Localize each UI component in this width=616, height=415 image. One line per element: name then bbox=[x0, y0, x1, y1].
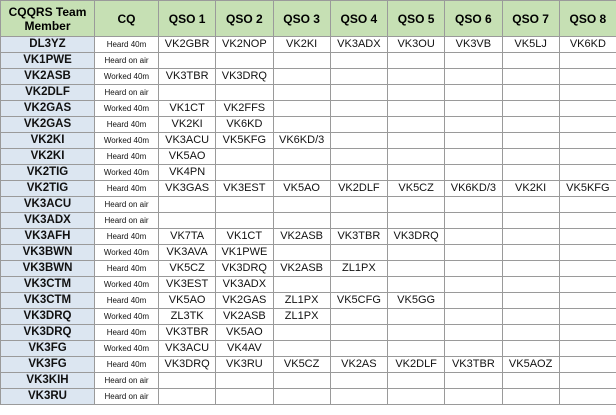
member-callsign-cell: VK3DRQ bbox=[1, 325, 95, 341]
qso-cell bbox=[330, 213, 387, 229]
column-header-qso-5: QSO 5 bbox=[388, 1, 445, 37]
qso-cell: VK2FFS bbox=[216, 101, 273, 117]
qso-cell bbox=[559, 69, 616, 85]
qso-cell bbox=[216, 149, 273, 165]
qso-cell: ZL1PX bbox=[273, 309, 330, 325]
qso-cell: VK3TBR bbox=[159, 69, 216, 85]
member-callsign-cell: VK3DRQ bbox=[1, 309, 95, 325]
table-row bbox=[1, 245, 616, 261]
qso-cell bbox=[502, 309, 559, 325]
cq-status-cell: Heard on air bbox=[95, 213, 159, 229]
qso-cell bbox=[445, 229, 502, 245]
qso-cell: VK3EST bbox=[159, 277, 216, 293]
qso-cell bbox=[216, 389, 273, 405]
qso-cell bbox=[559, 165, 616, 181]
qso-cell bbox=[445, 309, 502, 325]
qso-cell: VK3TBR bbox=[159, 325, 216, 341]
qso-cell bbox=[502, 389, 559, 405]
qso-cell bbox=[502, 149, 559, 165]
qso-cell bbox=[559, 261, 616, 277]
qso-cell: VK1CT bbox=[216, 229, 273, 245]
cq-status-cell: Heard on air bbox=[95, 197, 159, 213]
member-callsign-cell: VK2ASB bbox=[1, 69, 95, 85]
member-callsign-cell: VK2KI bbox=[1, 133, 95, 149]
qso-cell bbox=[273, 197, 330, 213]
qso-cell bbox=[330, 165, 387, 181]
cq-status-cell: Worked 40m bbox=[95, 309, 159, 325]
column-header-qso-3: QSO 3 bbox=[273, 1, 330, 37]
qso-cell bbox=[273, 373, 330, 389]
member-callsign-cell: VK2TIG bbox=[1, 181, 95, 197]
qso-cell bbox=[559, 389, 616, 405]
qso-cell bbox=[445, 389, 502, 405]
table-body bbox=[1, 37, 616, 405]
qso-cell bbox=[388, 341, 445, 357]
qso-cell: VK4PN bbox=[159, 165, 216, 181]
qso-cell: VK5AO bbox=[159, 293, 216, 309]
qso-cell: VK2GAS bbox=[216, 293, 273, 309]
qso-cell bbox=[273, 341, 330, 357]
qso-cell bbox=[273, 149, 330, 165]
column-header-qso-2: QSO 2 bbox=[216, 1, 273, 37]
qso-cell bbox=[502, 117, 559, 133]
qso-cell bbox=[445, 213, 502, 229]
qso-cell bbox=[273, 213, 330, 229]
member-callsign-cell: VK2GAS bbox=[1, 101, 95, 117]
table-row bbox=[1, 85, 616, 101]
cq-status-cell: Worked 40m bbox=[95, 277, 159, 293]
member-callsign-cell: VK3FG bbox=[1, 357, 95, 373]
qso-cell bbox=[330, 373, 387, 389]
qso-cell bbox=[330, 277, 387, 293]
qso-cell bbox=[330, 341, 387, 357]
column-header-qso-6: QSO 6 bbox=[445, 1, 502, 37]
qso-cell: VK7TA bbox=[159, 229, 216, 245]
table-row bbox=[1, 325, 616, 341]
cq-status-cell: Worked 40m bbox=[95, 101, 159, 117]
table-row bbox=[1, 37, 616, 53]
qso-cell bbox=[388, 389, 445, 405]
column-header-cq: CQ bbox=[95, 1, 159, 37]
qso-cell bbox=[273, 165, 330, 181]
cq-status-cell: Heard 40m bbox=[95, 181, 159, 197]
member-callsign-cell: VK3RU bbox=[1, 389, 95, 405]
qso-cell bbox=[388, 213, 445, 229]
column-header-qso-7: QSO 7 bbox=[502, 1, 559, 37]
qso-cell: VK1PWE bbox=[216, 245, 273, 261]
qso-cell bbox=[559, 133, 616, 149]
member-callsign-cell: VK3BWN bbox=[1, 245, 95, 261]
table-row bbox=[1, 357, 616, 373]
qso-cell bbox=[502, 133, 559, 149]
qso-cell bbox=[330, 325, 387, 341]
qso-cell: VK3ADX bbox=[330, 37, 387, 53]
cq-status-cell: Worked 40m bbox=[95, 69, 159, 85]
qso-cell bbox=[559, 357, 616, 373]
qso-cell bbox=[159, 389, 216, 405]
qso-cell bbox=[216, 53, 273, 69]
qso-cell bbox=[388, 165, 445, 181]
member-callsign-cell: VK3KIH bbox=[1, 373, 95, 389]
qso-cell bbox=[159, 53, 216, 69]
qso-cell bbox=[502, 325, 559, 341]
qso-cell: VK3GAS bbox=[159, 181, 216, 197]
qso-cell bbox=[388, 53, 445, 69]
cq-status-cell: Worked 40m bbox=[95, 133, 159, 149]
cq-status-cell: Heard 40m bbox=[95, 37, 159, 53]
qso-cell: VK5KFG bbox=[216, 133, 273, 149]
qso-cell bbox=[388, 245, 445, 261]
qso-cell bbox=[159, 197, 216, 213]
qso-cell bbox=[273, 53, 330, 69]
member-callsign-cell: VK3AFH bbox=[1, 229, 95, 245]
member-callsign-cell: VK1PWE bbox=[1, 53, 95, 69]
qso-cell bbox=[502, 69, 559, 85]
qso-cell bbox=[388, 133, 445, 149]
qso-cell bbox=[273, 245, 330, 261]
qso-cell bbox=[559, 277, 616, 293]
table-row bbox=[1, 181, 616, 197]
qso-cell bbox=[502, 165, 559, 181]
qso-cell bbox=[559, 309, 616, 325]
qso-cell: VK2ASB bbox=[273, 229, 330, 245]
qso-cell: VK3DRQ bbox=[216, 261, 273, 277]
qso-cell: VK3ACU bbox=[159, 133, 216, 149]
qso-cell bbox=[502, 85, 559, 101]
qso-cell bbox=[502, 373, 559, 389]
table-header bbox=[1, 1, 616, 37]
qso-cell: ZL3TK bbox=[159, 309, 216, 325]
qso-cell bbox=[559, 293, 616, 309]
qso-cell bbox=[273, 389, 330, 405]
qso-cell bbox=[559, 117, 616, 133]
qso-cell bbox=[330, 53, 387, 69]
qso-cell bbox=[388, 261, 445, 277]
qso-cell: VK3OU bbox=[388, 37, 445, 53]
cq-status-cell: Worked 40m bbox=[95, 165, 159, 181]
qso-cell: VK1CT bbox=[159, 101, 216, 117]
qso-cell bbox=[388, 277, 445, 293]
qso-cell bbox=[502, 277, 559, 293]
qso-cell: VK5CFG bbox=[330, 293, 387, 309]
table-row bbox=[1, 165, 616, 181]
table-row bbox=[1, 261, 616, 277]
qso-cell: VK5AOZ bbox=[502, 357, 559, 373]
qso-cell bbox=[388, 309, 445, 325]
qso-cell bbox=[330, 101, 387, 117]
cq-status-cell: Heard 40m bbox=[95, 117, 159, 133]
qso-cell bbox=[502, 293, 559, 309]
member-callsign-cell: VK3ADX bbox=[1, 213, 95, 229]
qso-cell: VK5CZ bbox=[388, 181, 445, 197]
qso-cell: VK3TBR bbox=[330, 229, 387, 245]
member-callsign-cell: VK3ACU bbox=[1, 197, 95, 213]
cq-status-cell: Heard 40m bbox=[95, 357, 159, 373]
qso-cell bbox=[502, 341, 559, 357]
qso-cell bbox=[388, 117, 445, 133]
qso-cell: VK3AVA bbox=[159, 245, 216, 261]
qso-cell: VK5CZ bbox=[273, 357, 330, 373]
cq-status-cell: Heard on air bbox=[95, 373, 159, 389]
qso-cell: VK3DRQ bbox=[388, 229, 445, 245]
qso-cell bbox=[502, 261, 559, 277]
qso-cell bbox=[559, 373, 616, 389]
qso-cell: VK4AV bbox=[216, 341, 273, 357]
header-row bbox=[1, 1, 616, 37]
qso-cell bbox=[502, 229, 559, 245]
qso-cell bbox=[445, 85, 502, 101]
qso-cell bbox=[330, 245, 387, 261]
qso-cell: VK2DLF bbox=[330, 181, 387, 197]
table-row bbox=[1, 213, 616, 229]
table-row bbox=[1, 373, 616, 389]
qso-cell: VK6KD bbox=[559, 37, 616, 53]
qso-cell: VK2KI bbox=[273, 37, 330, 53]
qso-cell: VK3TBR bbox=[445, 357, 502, 373]
qso-cell bbox=[388, 69, 445, 85]
cq-status-cell: Worked 40m bbox=[95, 245, 159, 261]
qso-cell bbox=[273, 117, 330, 133]
table-row bbox=[1, 53, 616, 69]
qso-cell bbox=[445, 149, 502, 165]
member-callsign-cell: VK3BWN bbox=[1, 261, 95, 277]
qso-cell: VK6KD/3 bbox=[445, 181, 502, 197]
member-callsign-cell: VK3CTM bbox=[1, 293, 95, 309]
qso-cell bbox=[502, 213, 559, 229]
qso-cell bbox=[445, 373, 502, 389]
qso-cell: ZL1PX bbox=[273, 293, 330, 309]
qso-cell: VK2KI bbox=[159, 117, 216, 133]
qso-cell bbox=[330, 117, 387, 133]
column-header-qso-4: QSO 4 bbox=[330, 1, 387, 37]
qso-cell: VK2ASB bbox=[273, 261, 330, 277]
qso-cell bbox=[273, 69, 330, 85]
qso-cell: VK2KI bbox=[502, 181, 559, 197]
member-callsign-cell: VK2TIG bbox=[1, 165, 95, 181]
member-callsign-cell: VK3FG bbox=[1, 341, 95, 357]
qso-cell bbox=[559, 229, 616, 245]
qso-cell bbox=[502, 197, 559, 213]
qso-cell bbox=[445, 53, 502, 69]
qso-cell bbox=[445, 293, 502, 309]
column-header-qso-8: QSO 8 bbox=[559, 1, 616, 37]
qso-cell bbox=[559, 341, 616, 357]
qso-cell: ZL1PX bbox=[330, 261, 387, 277]
qso-cell bbox=[502, 53, 559, 69]
qso-cell bbox=[273, 85, 330, 101]
qso-cell bbox=[559, 325, 616, 341]
qso-cell: VK5CZ bbox=[159, 261, 216, 277]
qso-cell: VK2NOP bbox=[216, 37, 273, 53]
cq-status-cell: Heard on air bbox=[95, 53, 159, 69]
qso-cell: VK3DRQ bbox=[159, 357, 216, 373]
table-row bbox=[1, 389, 616, 405]
table-row bbox=[1, 101, 616, 117]
qso-cell bbox=[330, 197, 387, 213]
qso-cell bbox=[445, 277, 502, 293]
cq-status-cell: Heard 40m bbox=[95, 293, 159, 309]
table-row bbox=[1, 277, 616, 293]
qso-cell bbox=[445, 117, 502, 133]
qso-cell bbox=[330, 85, 387, 101]
qso-cell bbox=[445, 69, 502, 85]
qso-cell bbox=[559, 213, 616, 229]
table-row bbox=[1, 341, 616, 357]
qso-cell: VK5AO bbox=[159, 149, 216, 165]
qso-cell bbox=[388, 197, 445, 213]
qso-cell bbox=[559, 53, 616, 69]
qso-cell bbox=[502, 101, 559, 117]
qso-cell: VK3VB bbox=[445, 37, 502, 53]
qso-cell bbox=[273, 277, 330, 293]
column-header-qso-1: QSO 1 bbox=[159, 1, 216, 37]
table-row bbox=[1, 149, 616, 165]
qso-cell bbox=[388, 101, 445, 117]
qso-cell bbox=[445, 245, 502, 261]
table-row bbox=[1, 229, 616, 245]
member-callsign-cell: VK2DLF bbox=[1, 85, 95, 101]
qso-cell: VK2DLF bbox=[388, 357, 445, 373]
table-row bbox=[1, 293, 616, 309]
qso-cell: VK6KD bbox=[216, 117, 273, 133]
qso-cell bbox=[559, 245, 616, 261]
qso-cell: VK5KFG bbox=[559, 181, 616, 197]
cq-status-cell: Heard 40m bbox=[95, 261, 159, 277]
member-callsign-cell: VK2KI bbox=[1, 149, 95, 165]
cq-status-cell: Heard 40m bbox=[95, 149, 159, 165]
qso-cell bbox=[559, 197, 616, 213]
table-row bbox=[1, 117, 616, 133]
qso-cell bbox=[216, 165, 273, 181]
member-callsign-cell: VK3CTM bbox=[1, 277, 95, 293]
qso-cell bbox=[445, 133, 502, 149]
cq-status-cell: Heard on air bbox=[95, 85, 159, 101]
qso-cell bbox=[559, 85, 616, 101]
qso-cell bbox=[330, 309, 387, 325]
qso-cell bbox=[330, 389, 387, 405]
member-callsign-cell: VK2GAS bbox=[1, 117, 95, 133]
cq-status-cell: Heard on air bbox=[95, 389, 159, 405]
cq-status-cell: Heard 40m bbox=[95, 229, 159, 245]
qso-cell: VK3ADX bbox=[216, 277, 273, 293]
qso-cell bbox=[445, 261, 502, 277]
column-header-member: CQQRS Team Member bbox=[1, 1, 95, 37]
member-callsign-cell: DL3YZ bbox=[1, 37, 95, 53]
qso-cell bbox=[559, 101, 616, 117]
qso-cell bbox=[216, 213, 273, 229]
qso-cell bbox=[216, 85, 273, 101]
table-row bbox=[1, 197, 616, 213]
qso-cell: VK3RU bbox=[216, 357, 273, 373]
qso-cell bbox=[159, 85, 216, 101]
qso-cell bbox=[388, 325, 445, 341]
qso-cell: VK5GG bbox=[388, 293, 445, 309]
qso-cell: VK5AO bbox=[273, 181, 330, 197]
qso-cell bbox=[445, 165, 502, 181]
qso-cell bbox=[559, 149, 616, 165]
qso-cell bbox=[273, 325, 330, 341]
qso-cell bbox=[388, 373, 445, 389]
qso-cell bbox=[445, 325, 502, 341]
table-row bbox=[1, 69, 616, 85]
qso-cell: VK2AS bbox=[330, 357, 387, 373]
qso-cell: VK3ACU bbox=[159, 341, 216, 357]
qso-cell bbox=[388, 149, 445, 165]
qso-cell: VK3EST bbox=[216, 181, 273, 197]
cq-status-cell: Worked 40m bbox=[95, 341, 159, 357]
qso-cell: VK3DRQ bbox=[216, 69, 273, 85]
qso-cell bbox=[502, 245, 559, 261]
qso-cell: VK2GBR bbox=[159, 37, 216, 53]
qso-cell bbox=[273, 101, 330, 117]
cq-status-cell: Heard 40m bbox=[95, 325, 159, 341]
qso-cell: VK5AO bbox=[216, 325, 273, 341]
table-row bbox=[1, 309, 616, 325]
qso-cell bbox=[330, 133, 387, 149]
qso-cell bbox=[216, 373, 273, 389]
qso-cell bbox=[216, 197, 273, 213]
qso-cell bbox=[445, 101, 502, 117]
qso-cell bbox=[330, 69, 387, 85]
qso-cell bbox=[445, 341, 502, 357]
qso-cell: VK5LJ bbox=[502, 37, 559, 53]
qso-cell bbox=[388, 85, 445, 101]
table-row bbox=[1, 133, 616, 149]
qso-cell: VK6KD/3 bbox=[273, 133, 330, 149]
qso-cell bbox=[159, 213, 216, 229]
qso-cell bbox=[445, 197, 502, 213]
qso-cell bbox=[159, 373, 216, 389]
qso-cell: VK2ASB bbox=[216, 309, 273, 325]
qso-cell bbox=[330, 149, 387, 165]
